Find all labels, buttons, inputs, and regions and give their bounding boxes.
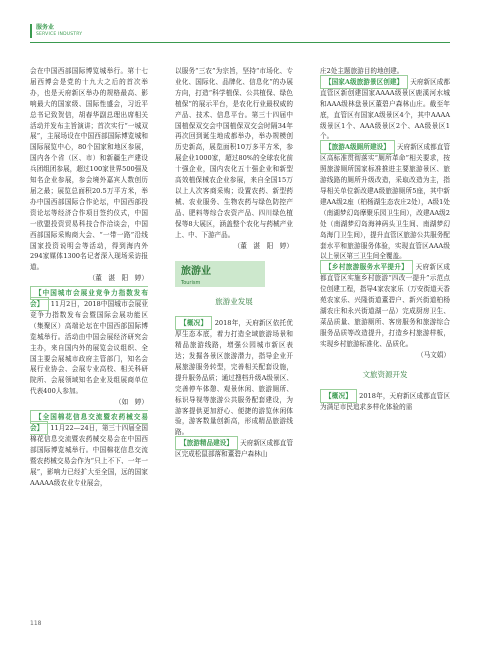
news-item-text: 天府新区成都直管区实施乡村旅游“四改一提升”示范点位创建工程，指导4家农家乐（万安街道天香苑农家乐、兴隆街道董碧户、新兴街道柏杨湖农庄和永兴街道湖一品）完成厨房卫生、菜品质量、旅游厕所、客房服务和旅游综合服务品质等改造提升，打造乡村旅游样板，实现乡村旅游标准化、品质化。 xyxy=(320,263,450,348)
column-3 xyxy=(320,66,450,413)
section-subtitle: Tourism xyxy=(181,280,201,287)
news-item xyxy=(320,77,450,142)
header-rule xyxy=(30,42,450,43)
header-title: 服务业 xyxy=(36,24,55,31)
news-item-text: 2018年，天府新区依托优厚生态本底，着力打造全域旅游场景和精品旅游线路，增强公园城市新区表达；发掘各景区旅游潜力，指导企业开展旅游服务转型，完善相关配套设施，提升服务品质；通过搜档升级A级景区、完善停车体憩、观景休闲、旅游厕所、标识导视等旅游公共服务配套建设，为游客提供更加舒心、便捷的游览休闲体验，游客数量创新高，形成精品旅游线路。 xyxy=(175,319,293,437)
news-item-text: 天府新区成都直管区高标准贯彻落实“厕所革命”相关要求，按照旅游厕所国家标准推进主要旅游景区、旅游线路的厕所升级改造，采取改造为主，指导相关单位新改建A级旅游厕所5座，其中新建AA级2座（柏杨湖生态农庄2处），A级1处（南湖梦幻岛摩聚乐园卫生间），改建AA级2处（南湖梦幻岛海神码头卫生间、南湖梦幻岛海门卫生间），提升直管区旅游公共服务配套水平和旅游服务体验，实现直管区AAA级以上景区第三卫生间全覆盖。 xyxy=(320,143,450,261)
news-item-title: 【国家A级旅游景区创建】 xyxy=(320,75,408,89)
subsection-heading: 旅游业发展 xyxy=(215,297,253,307)
byline: （董 湛 阳 婷） xyxy=(233,241,293,250)
news-item-text: 11月2日，2018中国城市会展业竞争力指数发布会暨国际会展功能区（集聚区）高端论坛在中国西部国际博览城举行。活动由中国会展经济研究会主办，来自国内外的展览会议组织、全国主要会展城市政府主管部门，知名会展行业协会、会展专业高校、相关科研院所、会展领域知名企业及组展商单位代表400人参加。 xyxy=(30,300,148,396)
news-item-title: 【中国城市会展业竞争力指数发布会】 xyxy=(30,286,148,311)
news-item-title: 【旅游精品建设】 xyxy=(175,436,238,450)
news-item-text: 11月22—24日，第三十四届全国棉花信息交流暨农药械交易会在中国西部国际博览城举行。中国棉花信息交流暨农药械交易会作为“只上不下、一年一展”，影响力已经扩大至全国，远的国家AAAAA级农业专业展会， xyxy=(30,424,148,487)
news-item xyxy=(320,391,450,413)
page-header xyxy=(30,24,84,38)
subsection-heading: 文旅资源开发 xyxy=(362,370,408,380)
news-item xyxy=(30,288,148,397)
section-title: 旅游业 xyxy=(181,266,211,278)
column-2 xyxy=(175,66,293,460)
news-item-title: 【全国棉花信息交流暨农药械交易会】 xyxy=(30,410,148,435)
header-subtitle: SERVICE INDUSTRY xyxy=(36,32,83,37)
news-item xyxy=(175,318,293,438)
page-number: 118 xyxy=(30,620,42,627)
news-item-text: 2018年，天府新区成都直管区为满足市民追求多样化体验的需 xyxy=(320,392,450,412)
column-1 xyxy=(30,66,148,488)
section-banner xyxy=(175,261,293,287)
news-item-text: 天府新区成都直管区新创建国家AAAA级景区鹿溪河水城和AAA级林盘景区董碧户森林山庄。截至年底，直管区有国家A级景区4个，其中AAAA级景区1个、AAA级景区2个、AA级景区1个。 xyxy=(320,77,450,141)
news-item-title: 【旅游A级厕所建设】 xyxy=(320,140,395,154)
paragraph: 以服务“三农”为宗旨，坚持“市场化、专业化、国际化、品牌化、信息化”的办展方向，打造“科学植保、公共植保、绿色植保”的展示平台，是农化行业最权威的产品、技术、信息平台。第三十四届中国植保双交会中国植保双交会时隔34年再次回到诞生地成都举办，举办规模创历史新高，展览面积10万多平方米，参展企业1000家，超过80%的全球农化前十强企业，国内农化五十强企业和新型高效植保械农企业参展，来自全国15万以上人次客商采购；设置农药、新型药械、农业服务、生物农药与绿色防控产品、肥料等综合农资产品、四川绿色植保等8大展区，涵盖整个农化与药械产业上、中、下游产品。 xyxy=(175,67,293,239)
paragraph: 庄2处主题旅游目的地创建。 xyxy=(320,67,404,75)
section-box xyxy=(175,261,265,287)
news-item xyxy=(320,142,450,262)
news-item-text: 天府新区成都直管区完成松鼠部落和董碧户森林山 xyxy=(175,439,293,459)
news-item-title: 【乡村旅游服务水平提升】 xyxy=(320,260,413,274)
news-item xyxy=(175,438,293,460)
paragraph: 会在中国西部国际博览城举行。第十七届西博会是党的十九大之后的首次举办，也是天府新区举办的规格最高、影响最大的国家级、国际性盛会，习近平总书记致贺信，胡春华副总理出席相关活动并发布主旨演讲；首次实行“一城双展”，主展场设在中国西部国际博览城和国际展览中心，80个国家和地区参展，国内各个省（区、市）和新疆生产建设兵团组团参展，超过100家世界500强及知名企业参展，参会境外嘉宾人数创历届之最；展览总面积20.5万平方米，举办中国西部国际合作论坛，中国西部投资论坛等经济合作项目签约仪式，中国一欧盟投资贸易科技合作洽谈会，中国西部国际采购商大会、“一带一路”沿线国家投资说明会等活动，得到海内外294家媒体1300名记者深入现场采访报道。 xyxy=(30,67,148,272)
byline: （如 婷） xyxy=(115,398,148,407)
byline: （董 湛 阳 婷） xyxy=(88,274,148,283)
byline: （马文娟） xyxy=(417,350,450,359)
news-item-title: 【概况】 xyxy=(320,389,357,403)
news-item xyxy=(320,262,450,349)
news-item xyxy=(30,412,148,488)
news-item-title: 【概况】 xyxy=(175,316,212,330)
